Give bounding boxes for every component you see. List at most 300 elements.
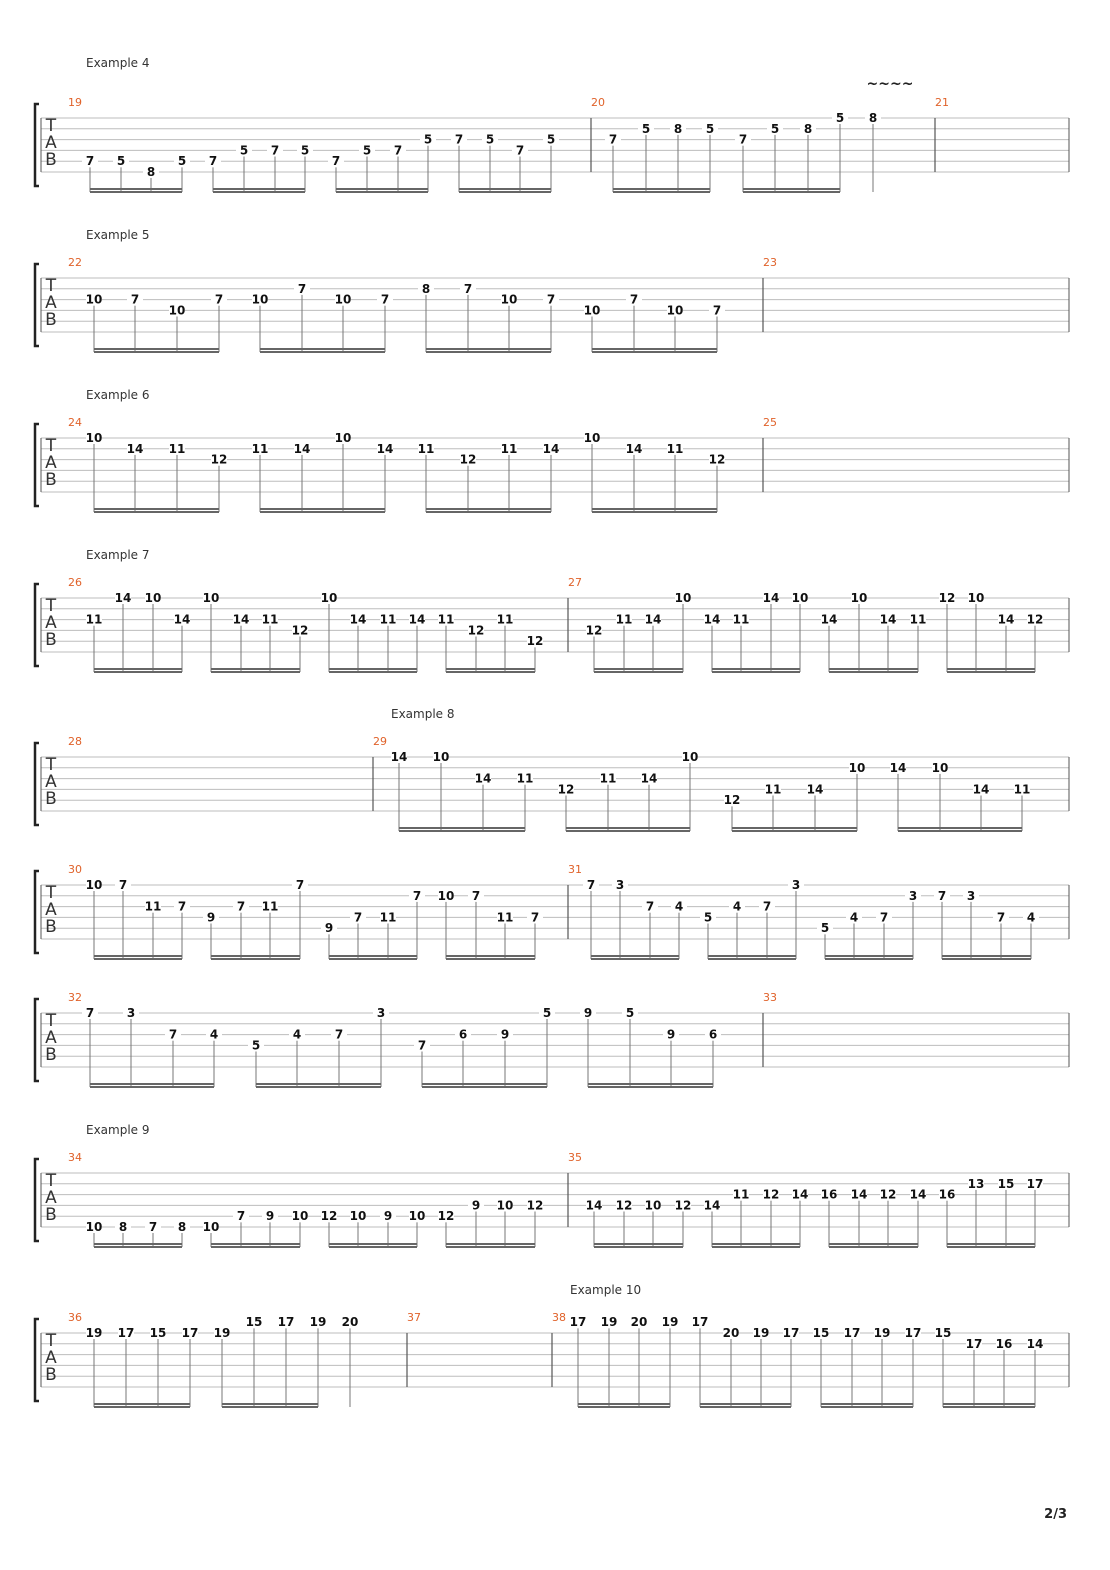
fret-number: 19 <box>309 1315 327 1330</box>
example-label: Example 9 <box>86 1123 150 1137</box>
fret-number: 11 <box>144 899 162 914</box>
fret-number: 7 <box>712 303 722 318</box>
beam <box>732 827 857 829</box>
fret-number: 11 <box>732 1187 750 1202</box>
bar-number: 36 <box>68 1311 82 1324</box>
beam <box>329 1243 417 1245</box>
beam <box>260 511 385 513</box>
beam <box>399 827 525 829</box>
beam <box>712 1243 800 1245</box>
tab-clef-letter: B <box>45 310 57 330</box>
fret-number: 12 <box>437 1209 455 1224</box>
fret-number: 14 <box>889 760 907 775</box>
beam <box>94 348 219 350</box>
fret-number: 11 <box>909 612 927 627</box>
beam <box>211 958 300 960</box>
fret-number: 12 <box>879 1187 897 1202</box>
beam <box>211 671 300 673</box>
fret-number: 10 <box>144 591 162 605</box>
fret-number: 14 <box>703 1198 721 1213</box>
bar-number: 23 <box>763 256 777 269</box>
fret-number: 11 <box>500 441 518 456</box>
fret-number: 6 <box>708 1027 718 1042</box>
beam <box>942 955 1031 957</box>
example-label: Example 10 <box>570 1283 642 1297</box>
fret-number: 8 <box>421 281 431 296</box>
fret-number: 5 <box>239 143 249 158</box>
beam <box>821 1406 913 1408</box>
fret-number: 7 <box>168 1027 178 1042</box>
fret-number: 8 <box>868 111 878 125</box>
fret-number: 7 <box>546 292 556 307</box>
beam <box>90 1083 214 1085</box>
fret-number: 5 <box>251 1038 261 1053</box>
fret-number: 11 <box>496 910 514 925</box>
example-label: Example 8 <box>391 707 455 721</box>
fret-number: 11 <box>261 899 279 914</box>
fret-number: 4 <box>849 910 859 925</box>
fret-number: 10 <box>349 1209 367 1224</box>
fret-number: 12 <box>615 1198 633 1213</box>
beam <box>594 1243 683 1245</box>
fret-number: 12 <box>210 452 228 467</box>
beam <box>947 1246 1035 1248</box>
beam <box>700 1406 791 1408</box>
fret-number: 14 <box>762 591 780 605</box>
fret-number: 10 <box>791 591 809 605</box>
system-bracket <box>35 999 39 1081</box>
fret-number: 11 <box>379 612 397 627</box>
fret-number: 10 <box>931 760 949 775</box>
fret-number: 14 <box>909 1187 927 1202</box>
bar-number: 25 <box>763 416 777 429</box>
fret-number: 16 <box>820 1187 838 1202</box>
fret-number: 10 <box>437 888 455 903</box>
beam <box>213 188 305 190</box>
fret-number: 11 <box>496 612 514 627</box>
beam <box>94 511 219 513</box>
beam <box>743 188 840 190</box>
fret-number: 15 <box>149 1326 167 1340</box>
tab-clef-letter: A <box>45 900 57 920</box>
beam <box>712 1246 800 1248</box>
fret-number: 3 <box>966 888 976 903</box>
beam <box>591 955 679 957</box>
fret-number: 12 <box>585 623 603 638</box>
beam <box>947 1243 1035 1245</box>
fret-number: 5 <box>625 1006 635 1020</box>
vibrato-mark: ~~~~ <box>866 76 914 92</box>
tab-clef-letter: T <box>45 596 57 616</box>
fret-number: 7 <box>738 132 748 147</box>
beam <box>594 671 683 673</box>
beam <box>942 958 1031 960</box>
fret-number: 8 <box>177 1220 187 1234</box>
beam <box>211 668 300 670</box>
fret-number: 7 <box>380 292 390 307</box>
fret-number: 10 <box>291 1209 309 1224</box>
system-bracket <box>35 1159 39 1241</box>
tab-clef-letter: T <box>45 116 57 136</box>
fret-number: 20 <box>722 1326 740 1340</box>
fret-number: 5 <box>116 154 126 169</box>
fret-number: 10 <box>967 591 985 605</box>
fret-number: 4 <box>1026 910 1036 925</box>
beam <box>825 958 913 960</box>
beam <box>829 671 918 673</box>
fret-number: 14 <box>349 612 367 627</box>
beam <box>712 671 800 673</box>
beam <box>592 351 717 353</box>
fret-number: 19 <box>873 1326 891 1340</box>
beam <box>708 955 796 957</box>
tab-clef-letter: T <box>45 1011 57 1031</box>
fret-number: 17 <box>277 1315 295 1330</box>
fret-number: 9 <box>324 921 334 936</box>
fret-number: 5 <box>705 121 715 136</box>
fret-number: 14 <box>879 612 897 627</box>
fret-number: 11 <box>417 441 435 456</box>
fret-number: 10 <box>202 1220 220 1234</box>
fret-number: 11 <box>437 612 455 627</box>
beam <box>94 958 182 960</box>
beam <box>222 1406 318 1408</box>
fret-number: 3 <box>908 888 918 903</box>
beam <box>260 508 385 510</box>
fret-number: 10 <box>681 750 699 764</box>
fret-number: 10 <box>85 431 103 445</box>
fret-number: 14 <box>644 612 662 627</box>
fret-number: 10 <box>848 760 866 775</box>
tab-clef-letter: T <box>45 276 57 296</box>
beam <box>211 1246 300 1248</box>
beam <box>947 671 1035 673</box>
beam <box>94 1243 182 1245</box>
beam <box>329 668 417 670</box>
tab-clef-letter: B <box>45 789 57 809</box>
beam <box>329 955 417 957</box>
fret-number: 14 <box>585 1198 603 1213</box>
beam <box>213 191 305 193</box>
tab-clef-letter: T <box>45 436 57 456</box>
fret-number: 7 <box>148 1220 158 1234</box>
beam <box>594 668 683 670</box>
beam <box>825 955 913 957</box>
bar-number: 35 <box>568 1151 582 1164</box>
beam <box>90 1086 214 1088</box>
fret-number: 12 <box>723 793 741 808</box>
fret-number: 20 <box>630 1315 648 1330</box>
fret-number: 4 <box>674 899 684 914</box>
tab-clef-letter: A <box>45 453 57 473</box>
beam <box>446 958 535 960</box>
fret-number: 7 <box>530 910 540 925</box>
example-label: Example 7 <box>86 548 150 562</box>
fret-number: 6 <box>458 1027 468 1042</box>
system-bracket <box>35 424 39 506</box>
tab-clef-letter: B <box>45 1205 57 1225</box>
page-number: 2/3 <box>1044 1507 1067 1522</box>
fret-number: 14 <box>850 1187 868 1202</box>
tab-clef-letter: A <box>45 293 57 313</box>
tab-clef-letter: A <box>45 1348 57 1368</box>
system-bracket <box>35 584 39 666</box>
fret-number: 11 <box>168 441 186 456</box>
fret-number: 17 <box>569 1315 587 1330</box>
fret-number: 11 <box>732 612 750 627</box>
fret-number: 10 <box>500 292 518 307</box>
beam <box>329 958 417 960</box>
beam <box>426 348 551 350</box>
fret-number: 7 <box>118 878 128 892</box>
fret-number: 7 <box>295 878 305 892</box>
fret-number: 10 <box>496 1198 514 1213</box>
beam <box>336 191 428 193</box>
tab-clef-letter: A <box>45 613 57 633</box>
fret-number: 11 <box>516 771 534 786</box>
beam <box>211 955 300 957</box>
fret-number: 19 <box>661 1315 679 1330</box>
fret-number: 12 <box>674 1198 692 1213</box>
fret-number: 12 <box>291 623 309 638</box>
fret-number: 7 <box>412 888 422 903</box>
beam <box>588 1086 713 1088</box>
fret-number: 3 <box>615 878 625 892</box>
fret-number: 7 <box>208 154 218 169</box>
beam <box>446 955 535 957</box>
bar-number: 32 <box>68 991 82 1004</box>
fret-number: 5 <box>835 111 845 125</box>
beam <box>94 668 182 670</box>
fret-number: 7 <box>463 281 473 296</box>
bar-number: 20 <box>591 96 605 109</box>
beam <box>898 827 1022 829</box>
beam <box>613 191 710 193</box>
fret-number: 9 <box>500 1027 510 1042</box>
beam <box>591 958 679 960</box>
fret-number: 9 <box>471 1198 481 1213</box>
fret-number: 14 <box>474 771 492 786</box>
system-bracket <box>35 104 39 186</box>
fret-number: 10 <box>168 303 186 318</box>
beam <box>211 1243 300 1245</box>
fret-number: 7 <box>762 899 772 914</box>
tab-clef-letter: T <box>45 1331 57 1351</box>
beam <box>700 1403 791 1405</box>
beam <box>94 1403 190 1405</box>
beam <box>588 1083 713 1085</box>
tab-clef-letter: A <box>45 133 57 153</box>
fret-number: 5 <box>703 910 713 925</box>
bar-number: 34 <box>68 1151 82 1164</box>
fret-number: 10 <box>850 591 868 605</box>
fret-number: 7 <box>334 1027 344 1042</box>
beam <box>592 511 717 513</box>
fret-number: 14 <box>972 782 990 797</box>
fret-number: 10 <box>666 303 684 318</box>
fret-number: 7 <box>454 132 464 147</box>
fret-number: 10 <box>334 431 352 445</box>
fret-number: 4 <box>209 1027 219 1042</box>
fret-number: 12 <box>708 452 726 467</box>
beam <box>947 668 1035 670</box>
tab-clef-letter: B <box>45 1365 57 1385</box>
fret-number: 14 <box>640 771 658 786</box>
example-label: Example 4 <box>86 56 150 70</box>
tab-clef-letter: T <box>45 883 57 903</box>
fret-number: 14 <box>293 441 311 456</box>
fret-number: 5 <box>485 132 495 147</box>
beam <box>592 348 717 350</box>
bar-number: 24 <box>68 416 82 429</box>
beam <box>446 668 535 670</box>
fret-number: 14 <box>791 1187 809 1202</box>
beam <box>94 671 182 673</box>
beam <box>613 188 710 190</box>
tab-clef-letter: A <box>45 1188 57 1208</box>
fret-number: 12 <box>557 782 575 797</box>
fret-number: 4 <box>732 899 742 914</box>
fret-number: 12 <box>526 634 544 649</box>
example-label: Example 5 <box>86 228 150 242</box>
fret-number: 9 <box>583 1006 593 1020</box>
fret-number: 14 <box>114 591 132 605</box>
beam <box>422 1083 547 1085</box>
fret-number: 7 <box>214 292 224 307</box>
fret-number: 11 <box>666 441 684 456</box>
fret-number: 7 <box>236 1209 246 1224</box>
fret-number: 9 <box>206 910 216 925</box>
fret-number: 14 <box>408 612 426 627</box>
fret-number: 14 <box>542 441 560 456</box>
beam <box>256 1083 381 1085</box>
fret-number: 11 <box>251 441 269 456</box>
system-bracket <box>35 743 39 825</box>
bar-number: 27 <box>568 576 582 589</box>
beam <box>256 1086 381 1088</box>
system-bracket <box>35 264 39 346</box>
tab-clef-letter: T <box>45 1171 57 1191</box>
fret-number: 7 <box>879 910 889 925</box>
beam <box>459 191 551 193</box>
fret-number: 7 <box>393 143 403 158</box>
example-label: Example 6 <box>86 388 150 402</box>
fret-number: 17 <box>117 1326 135 1340</box>
fret-number: 19 <box>85 1326 103 1340</box>
beam <box>94 1246 182 1248</box>
fret-number: 10 <box>644 1198 662 1213</box>
fret-number: 8 <box>146 165 156 179</box>
fret-number: 5 <box>423 132 433 147</box>
fret-number: 11 <box>764 782 782 797</box>
beam <box>336 188 428 190</box>
fret-number: 10 <box>674 591 692 605</box>
beam <box>94 1406 190 1408</box>
fret-number: 11 <box>1013 782 1031 797</box>
fret-number: 5 <box>641 121 651 136</box>
fret-number: 3 <box>791 878 801 892</box>
fret-number: 12 <box>459 452 477 467</box>
tab-clef-letter: B <box>45 1045 57 1065</box>
fret-number: 9 <box>265 1209 275 1224</box>
fret-number: 11 <box>379 910 397 925</box>
beam <box>426 511 551 513</box>
beam <box>426 351 551 353</box>
fret-number: 3 <box>126 1006 136 1020</box>
fret-number: 14 <box>232 612 250 627</box>
beam <box>732 830 857 832</box>
fret-number: 9 <box>383 1209 393 1224</box>
fret-number: 14 <box>173 612 191 627</box>
fret-number: 10 <box>320 591 338 605</box>
beam <box>90 188 182 190</box>
tab-clef-letter: T <box>45 755 57 775</box>
tab-clef-letter: A <box>45 772 57 792</box>
fret-number: 11 <box>85 612 103 627</box>
fret-number: 7 <box>85 1006 95 1020</box>
fret-number: 7 <box>937 888 947 903</box>
beam <box>708 958 796 960</box>
fret-number: 7 <box>586 878 596 892</box>
fret-number: 5 <box>770 121 780 136</box>
fret-number: 17 <box>965 1336 983 1351</box>
beam <box>260 351 385 353</box>
fret-number: 19 <box>213 1326 231 1340</box>
fret-number: 12 <box>320 1209 338 1224</box>
fret-number: 8 <box>803 121 813 136</box>
beam <box>566 830 690 832</box>
tab-clef-letter: B <box>45 470 57 490</box>
fret-number: 12 <box>467 623 485 638</box>
bar-number: 33 <box>763 991 777 1004</box>
fret-number: 13 <box>967 1176 985 1191</box>
fret-number: 17 <box>1026 1176 1044 1191</box>
beam <box>426 508 551 510</box>
bar-number: 28 <box>68 735 82 748</box>
fret-number: 5 <box>546 132 556 147</box>
fret-number: 17 <box>691 1315 709 1330</box>
system-bracket <box>35 1319 39 1401</box>
fret-number: 7 <box>236 899 246 914</box>
fret-number: 7 <box>629 292 639 307</box>
fret-number: 14 <box>1026 1336 1044 1351</box>
beam <box>94 508 219 510</box>
fret-number: 15 <box>245 1315 263 1330</box>
fret-number: 12 <box>762 1187 780 1202</box>
fret-number: 17 <box>843 1326 861 1340</box>
fret-number: 4 <box>292 1027 302 1042</box>
fret-number: 17 <box>904 1326 922 1340</box>
beam <box>943 1403 1035 1405</box>
beam <box>90 191 182 193</box>
fret-number: 14 <box>997 612 1015 627</box>
bar-number: 19 <box>68 96 82 109</box>
fret-number: 14 <box>390 750 408 764</box>
beam <box>422 1086 547 1088</box>
beam <box>329 1246 417 1248</box>
beam <box>578 1406 670 1408</box>
fret-number: 20 <box>341 1315 359 1330</box>
fret-number: 10 <box>85 878 103 892</box>
fret-number: 5 <box>177 154 187 169</box>
fret-number: 5 <box>542 1006 552 1020</box>
fret-number: 7 <box>471 888 481 903</box>
beam <box>566 827 690 829</box>
fret-number: 12 <box>1026 612 1044 627</box>
bar-number: 30 <box>68 863 82 876</box>
fret-number: 11 <box>615 612 633 627</box>
fret-number: 14 <box>376 441 394 456</box>
